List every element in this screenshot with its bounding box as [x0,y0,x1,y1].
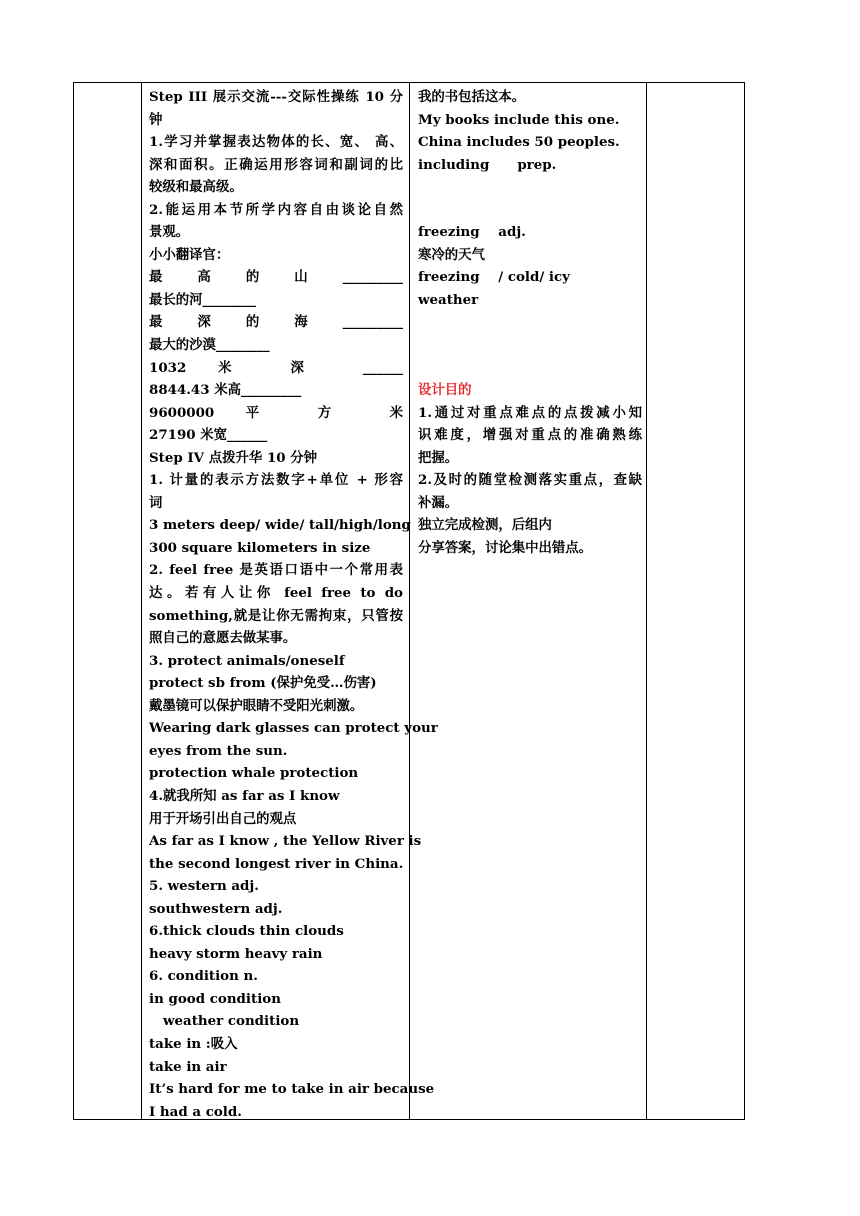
text-line: 小小翻译官： [149,246,230,263]
text-line: 4.就我所知 as far as I know [149,787,340,804]
text-line: take in :吸入 [149,1035,238,1052]
text-line: 5. western adj. [149,878,259,895]
text-line: southwestern adj. [149,900,283,917]
text-line: something,就是让你无需拘束，只管按 [149,607,403,624]
text-line: the second longest river in China. [149,855,404,872]
text-line: Step IV 点拨升华 10 分钟 [149,449,318,466]
text-line: 较级和最高级。 [149,179,243,196]
text-line: 寒冷的天气 [418,246,485,263]
text-line: 300 square kilometers in size [149,539,371,556]
design-purpose-heading: 设计目的 [418,382,472,399]
text-line: Wearing dark glasses can protect your [149,720,438,737]
text-line: 最大的沙漠________ [149,337,270,354]
text-line: 照自己的意愿去做某事。 [149,630,297,647]
text-line: protect sb from (保护免受…伤害) [149,675,377,692]
text-line: 词 [149,494,163,511]
text-line: 2. feel free 是英语口语中一个常用表 [149,562,403,579]
text-line: eyes from the sun. [149,742,288,759]
text-line: 分享答案，讨论集中出错点。 [418,539,593,556]
text-line: 用于开场引出自己的观点 [149,810,297,827]
text-line: 3. protect animals/oneself [149,652,345,669]
blank-line [418,357,642,380]
teaching-steps-cell [149,86,438,1123]
text-line: weather condition [149,1013,300,1030]
text-line: including prep. [418,156,557,173]
text-line: 6. condition n. [149,968,258,985]
text-line: 27190 米宽______ [149,427,268,444]
text-line: 6.thick clouds thin clouds [149,923,344,940]
text-line: 8844.43 米高_________ [149,382,302,399]
text-line: As far as I know , the Yellow River is [149,833,422,850]
text-line: 钟 [149,111,163,128]
text-line: 2.能运用本节所学内容自由谈论自然 [149,201,403,218]
text-line: 最长的河________ [149,291,257,308]
text-line: China includes 50 peoples. [418,134,620,151]
text-line: freezing / cold/ icy [418,269,570,286]
text-line: 识难度，增强对重点的准确熟练 [418,427,642,444]
blank-line [418,311,642,334]
text-line: 9600000 平 方 米 [149,404,403,421]
notes-cell [418,86,642,559]
lesson-plan-table [73,82,745,1120]
text-line: It’s hard for me to take in air because [149,1081,435,1098]
blank-line [418,176,642,199]
text-line: 独立完成检测，后组内 [418,517,552,534]
text-line: 1. 计量的表示方法数字+单位 + 形容 [149,472,403,489]
text-line: weather [418,291,479,308]
blank-line [418,199,642,222]
text-line: 戴墨镜可以保护眼睛不受阳光刺激。 [149,697,364,714]
text-line: protection whale protection [149,765,359,782]
text-line: 2.及时的随堂检测落实重点，查缺 [418,472,642,489]
text-line: freezing adj. [418,224,526,241]
text-line: 最 深 的 海 _________ [149,314,403,331]
text-line: Step III 展示交流---交际性操练 10 分 [149,89,403,105]
column-divider [646,83,647,1119]
text-line: My books include this one. [418,111,620,128]
text-line: 景观。 [149,224,190,241]
column-divider [141,83,142,1119]
blank-line [418,334,642,357]
text-line: 补漏。 [418,494,459,511]
text-line: I had a cold. [149,1103,242,1120]
text-line: take in air [149,1058,227,1075]
text-line: 深和面积。正确运用形容词和副词的比 [149,156,403,173]
text-line: 1.通过对重点难点的点拨减小知 [418,404,642,421]
text-line: 最 高 的 山 _________ [149,269,403,286]
text-line: in good condition [149,990,281,1007]
column-divider [409,83,410,1119]
text-line: 达。若有人让你 feel free to do [149,585,403,602]
text-line: 3 meters deep/ wide/ tall/high/long [149,517,411,534]
text-line: 把握。 [418,449,459,466]
text-line: 1.学习并掌握表达物体的长、宽、 高、 [149,134,403,151]
text-line: 我的书包括这本。 [418,89,526,105]
text-line: 1032 米 深 ______ [149,359,403,376]
text-line: heavy storm heavy rain [149,945,323,962]
